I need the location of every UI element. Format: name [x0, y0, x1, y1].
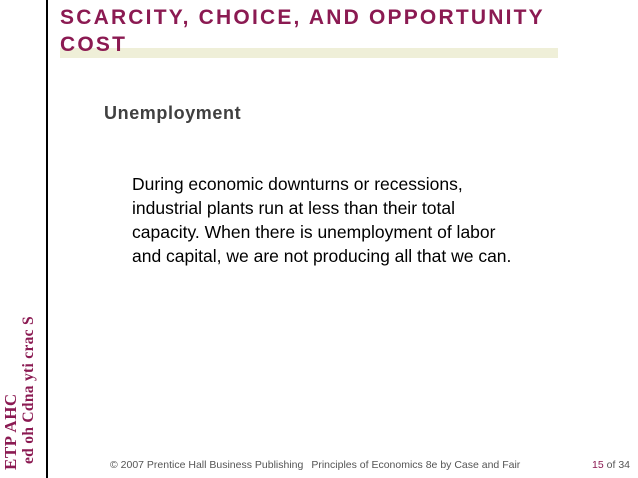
- vertical-title-line-1: ETP AHC: [1, 393, 20, 470]
- page-number-total: of 34: [606, 459, 630, 471]
- left-divider-line: [46, 0, 48, 478]
- vertical-book-title: [2, 316, 38, 470]
- footer-book-title: Principles of Economics 8e by Case and Fair: [311, 459, 521, 471]
- footer: [110, 459, 520, 471]
- slide-title: SCARCITY, CHOICE, AND OPPORTUNITY COST: [60, 6, 545, 56]
- footer-copyright: © 2007 Prentice Hall Business Publishing: [110, 459, 304, 471]
- slide-body-text: During economic downturns or recessions, industrial plants run at less than their total capacity. When there is unemployment of labor and capital, we are not producing all that we can.: [132, 174, 512, 266]
- page-number-current: 15: [592, 459, 604, 471]
- vertical-title-line-2: ed oh Cdna yti crac S: [20, 316, 37, 464]
- slide-subtitle: Unemployment: [104, 103, 242, 123]
- page-number: [592, 459, 630, 471]
